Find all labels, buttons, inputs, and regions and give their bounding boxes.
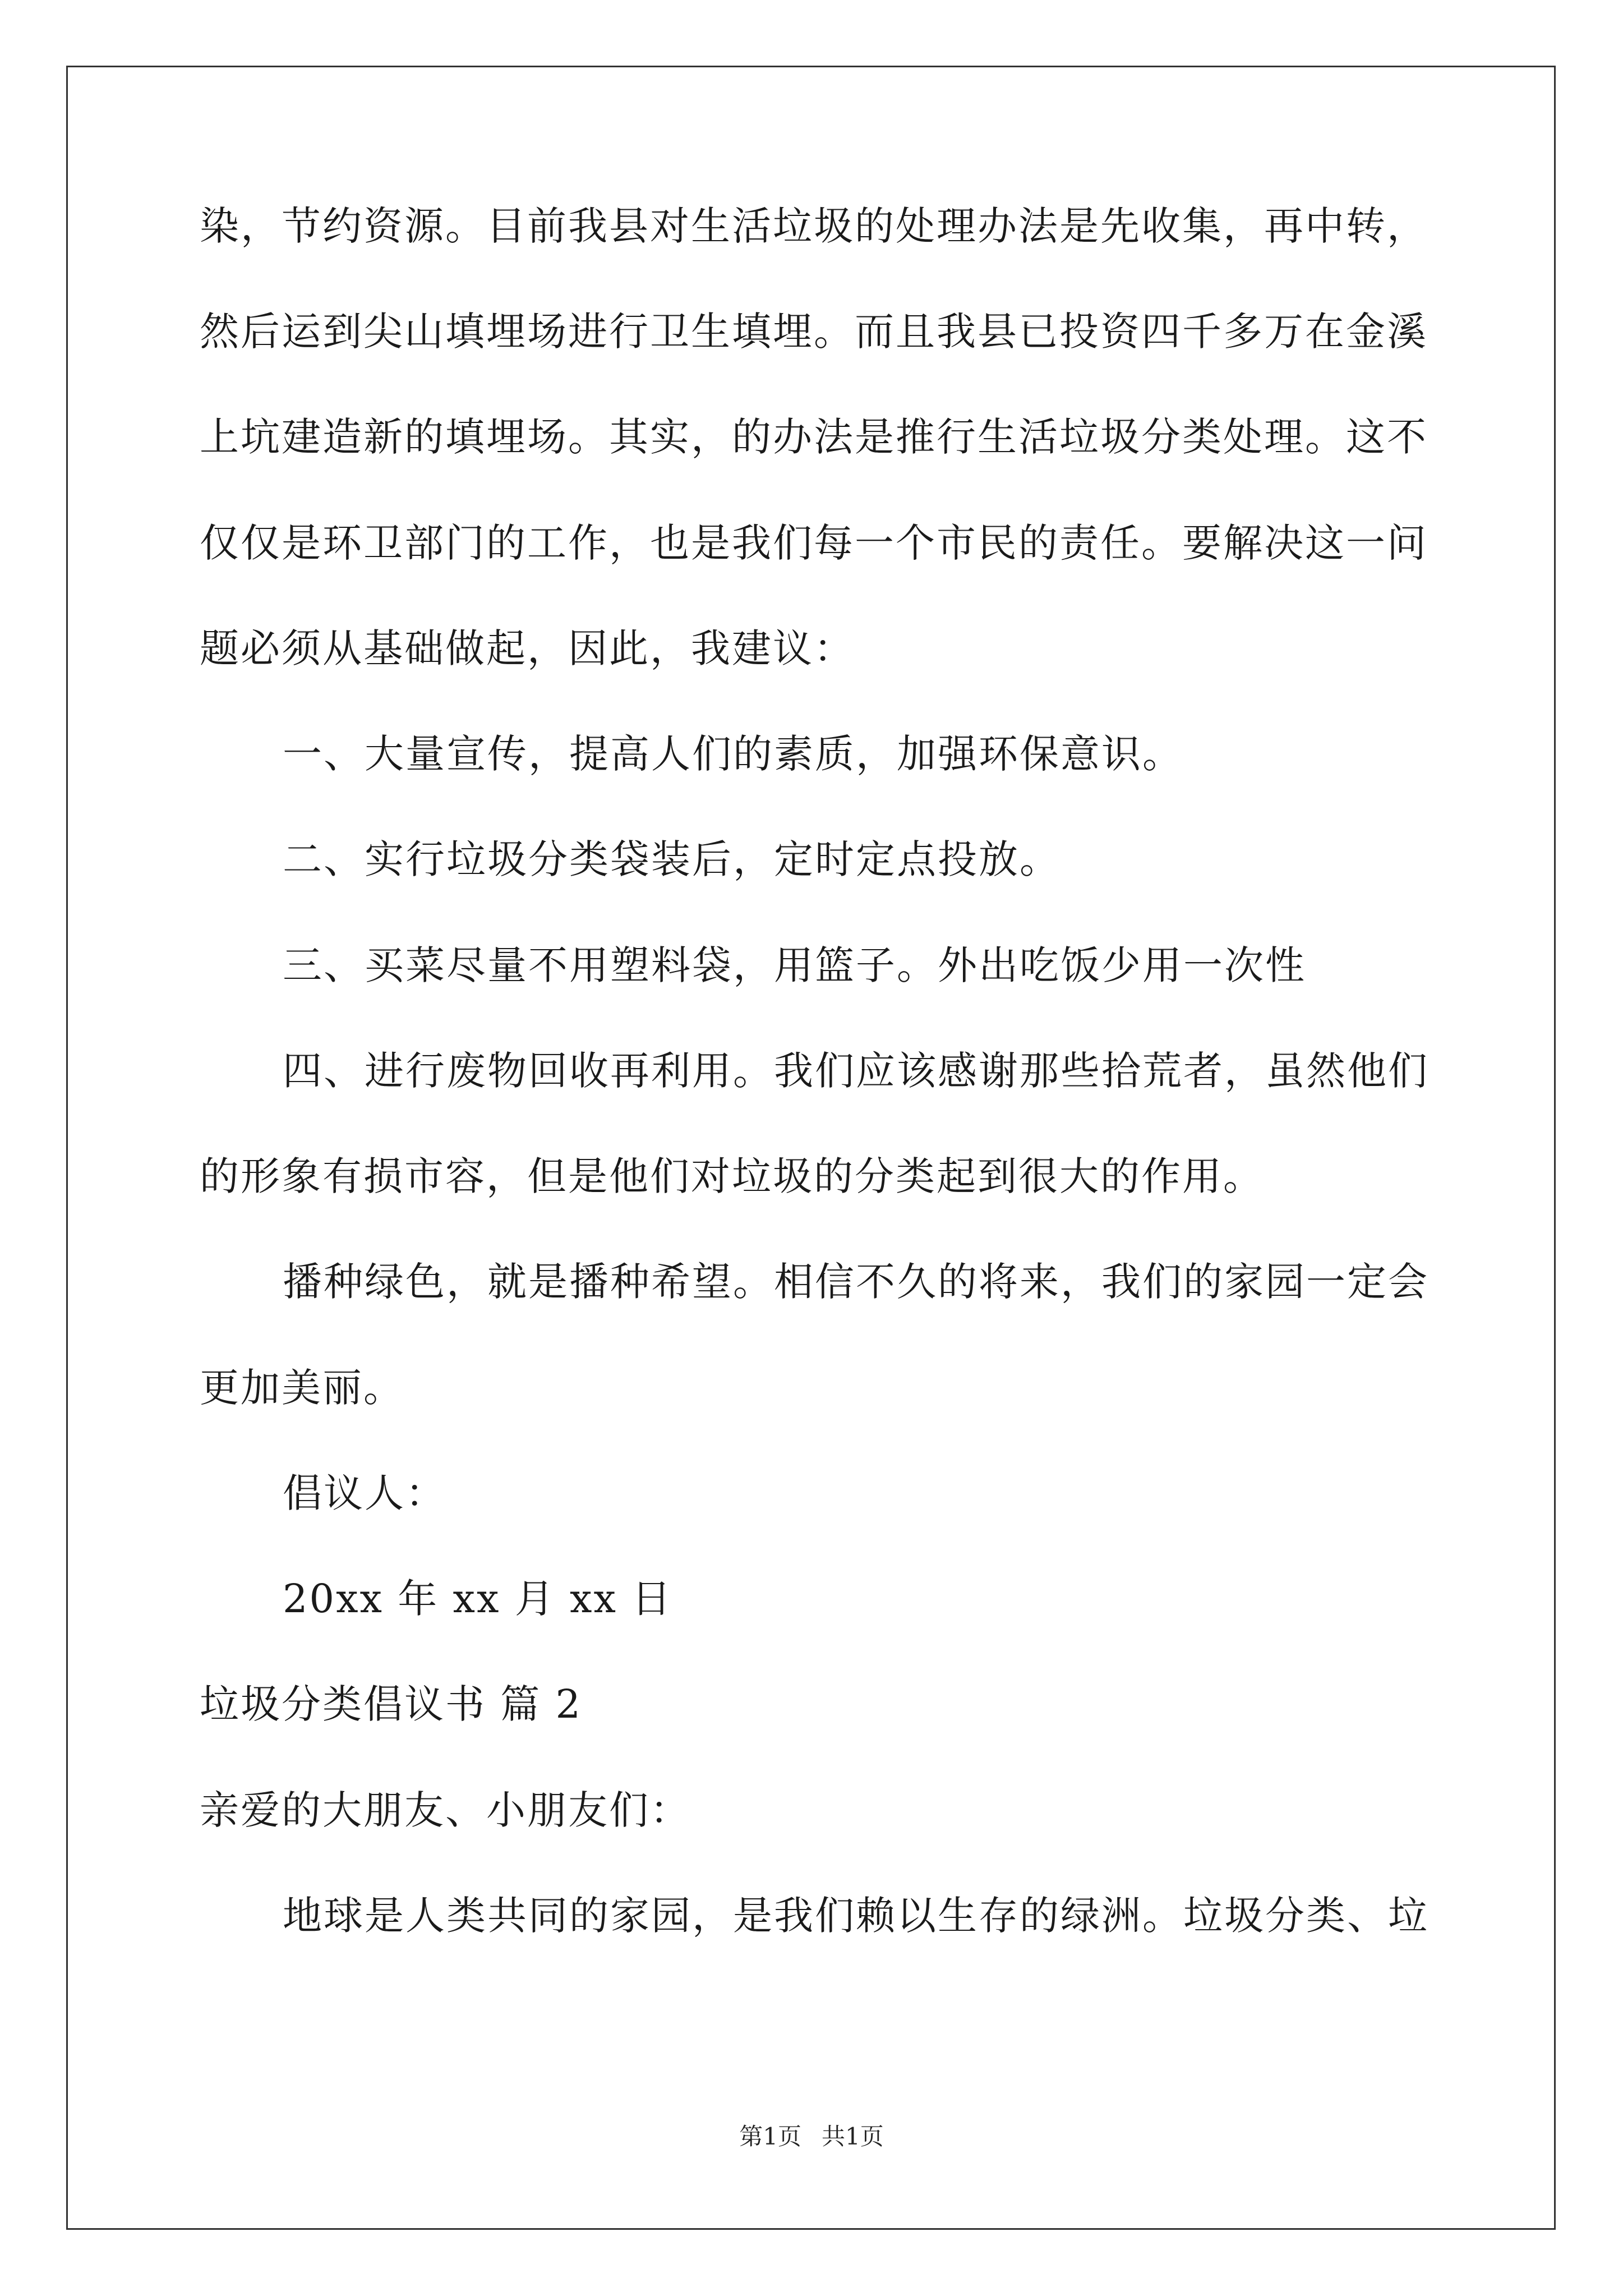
page-total: 共1页 [822, 2123, 884, 2150]
page-footer [0, 2125, 1623, 2148]
date-line: 20xx 年 xx 月 xx 日 [283, 1576, 673, 1622]
page-number: 第1页 [739, 2123, 801, 2150]
paragraph-line: 题必须从基础做起，因此，我建议： [200, 625, 855, 671]
list-item: 二、实行垃圾分类袋装后，定时定点投放。 [283, 836, 1061, 882]
section-heading: 垃圾分类倡议书 篇 2 [200, 1681, 583, 1727]
paragraph-line: 播种绿色，就是播种希望。相信不久的将来，我们的家园一定会 [283, 1259, 1429, 1305]
paragraph-line: 的形象有损市容，但是他们对垃圾的分类起到很大的作用。 [200, 1153, 1264, 1199]
salutation: 亲爱的大朋友、小朋友们： [200, 1787, 691, 1833]
signature-label: 倡议人： [283, 1470, 446, 1516]
list-item: 四、进行废物回收再利用。我们应该感谢那些拾荒者，虽然他们 [283, 1048, 1429, 1094]
paragraph-line: 更加美丽。 [200, 1365, 404, 1411]
paragraph-line: 然后运到尖山填埋场进行卫生填埋。而且我县已投资四千多万在金溪 [200, 309, 1428, 355]
paragraph-line: 染，节约资源。目前我县对生活垃圾的处理办法是先收集，再中转， [200, 203, 1428, 249]
list-item: 三、买菜尽量不用塑料袋，用篮子。外出吃饭少用一次性 [283, 942, 1306, 988]
paragraph-line: 仅仅是环卫部门的工作，也是我们每一个市民的责任。要解决这一问 [200, 520, 1428, 566]
list-item: 一、大量宣传，提高人们的素质，加强环保意识。 [283, 731, 1183, 777]
paragraph-line: 上坑建造新的填埋场。其实，的办法是推行生活垃圾分类处理。这不 [200, 414, 1428, 460]
paragraph-line: 地球是人类共同的家园，是我们赖以生存的绿洲。垃圾分类、垃 [283, 1893, 1429, 1939]
